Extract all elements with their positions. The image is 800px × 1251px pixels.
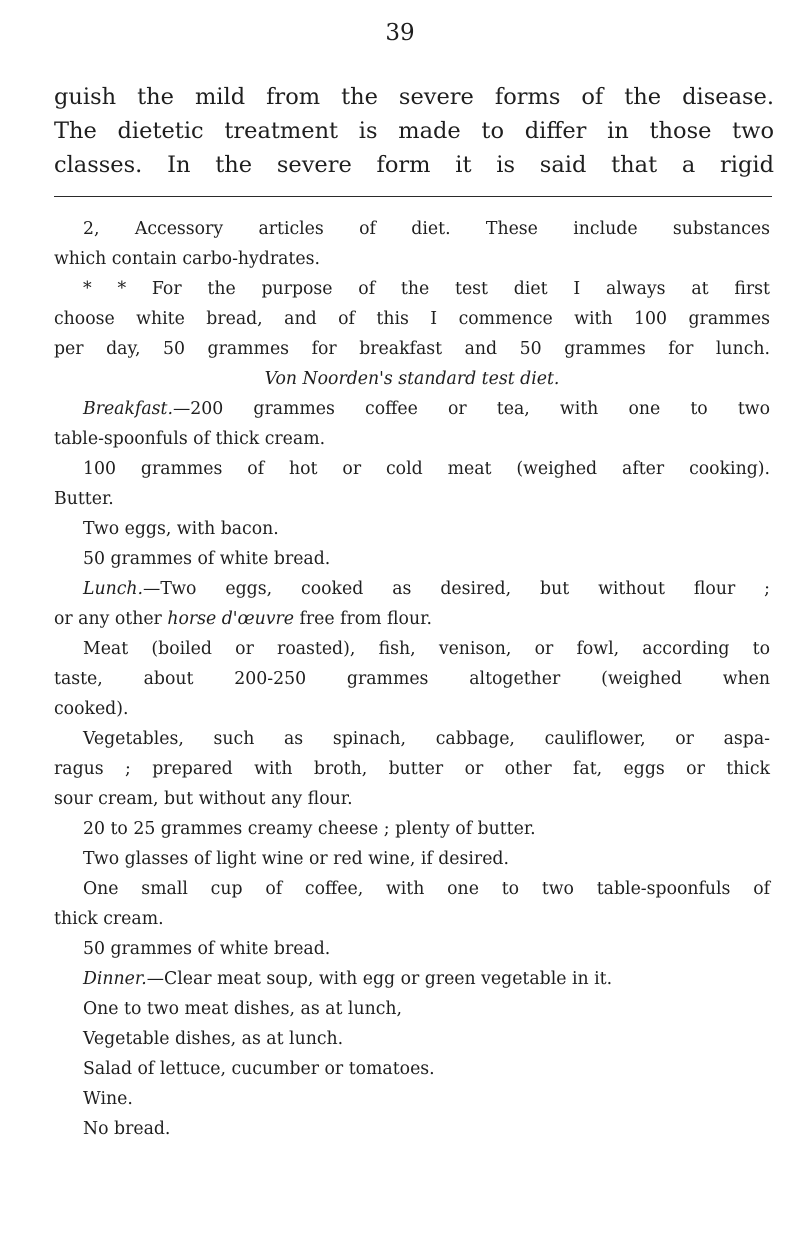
note-line: which contain carbo-hydrates. [54,249,320,269]
note-line: 2, Accessory articles of diet. These include substances [83,219,770,239]
note-line: sour cream, but without any flour. [54,789,353,809]
note-line: ragus ; prepared with broth, butter or other fat, eggs or thick [54,759,770,779]
note-line: choose white bread, and of this I commence with 100 grammes [54,309,770,329]
note-line: per day, 50 grammes for breakfast and 50 grammes for lunch. [54,339,770,359]
breakfast-label: Breakfast. [83,399,173,419]
note-line: Two eggs, with bacon. [83,519,279,539]
dinner-text: —Clear meat soup, with egg or green vegetable in it. [146,969,613,989]
note-line: Vegetables, such as spinach, cabbage, cauliflower, or aspa- [83,729,770,749]
note-line: No bread. [83,1119,171,1139]
lunch-text: —Two eggs, cooked as desired, but without flour ; [143,579,770,599]
note-line [54,604,770,634]
note-line: thick cream. [54,909,164,929]
note-line: table-spoonfuls of thick cream. [54,429,326,449]
note-text: or any other [54,609,168,629]
note-line: cooked). [54,699,129,719]
note-line: Salad of lettuce, cucumber or tomatoes. [83,1059,435,1079]
body-line: The dietetic treatment is made to differ in those two [54,118,774,144]
body-paragraph [54,80,774,182]
body-line: classes. In the severe form it is said that a rigid [54,152,774,178]
note-line: taste, about 200-250 grammes altogether (weighed when [54,669,770,689]
note-line: 100 grammes of hot or cold meat (weighed after cooking). [83,459,770,479]
note-line: One to two meat dishes, as at lunch, [83,999,403,1019]
note-line: Two glasses of light wine or red wine, if desired. [83,849,509,869]
note-line: Vegetable dishes, as at lunch. [83,1029,344,1049]
note-line: Meat (boiled or roasted), fish, venison, or fowl, according to [83,639,770,659]
page-number: 39 [385,20,415,46]
note-line: Butter. [54,489,114,509]
lunch-label: Lunch. [83,579,144,599]
lunch-line [54,574,770,604]
note-line: 50 grammes of white bread. [83,549,331,569]
breakfast-text: —200 grammes coffee or tea, with one to two [172,399,770,419]
note-text: free from flour. [293,609,432,629]
note-line: One small cup of coffee, with one to two table-spoonfuls of [83,879,770,899]
body-line: guish the mild from the severe forms of the disease. [54,84,774,110]
note-line: 20 to 25 grammes creamy cheese ; plenty of butter. [83,819,536,839]
breakfast-line [54,394,770,424]
note-italic-text: horse d'œuvre [167,609,294,629]
footnote-divider [54,196,772,197]
note-line: * * For the purpose of the test diet I always at first [83,279,770,299]
diet-heading: Von Noorden's standard test diet. [264,369,560,389]
footnote-block [54,214,770,1144]
note-line: Wine. [83,1089,133,1109]
dinner-label: Dinner. [83,969,147,989]
note-line: 50 grammes of white bread. [83,939,331,959]
dinner-line [54,964,770,994]
